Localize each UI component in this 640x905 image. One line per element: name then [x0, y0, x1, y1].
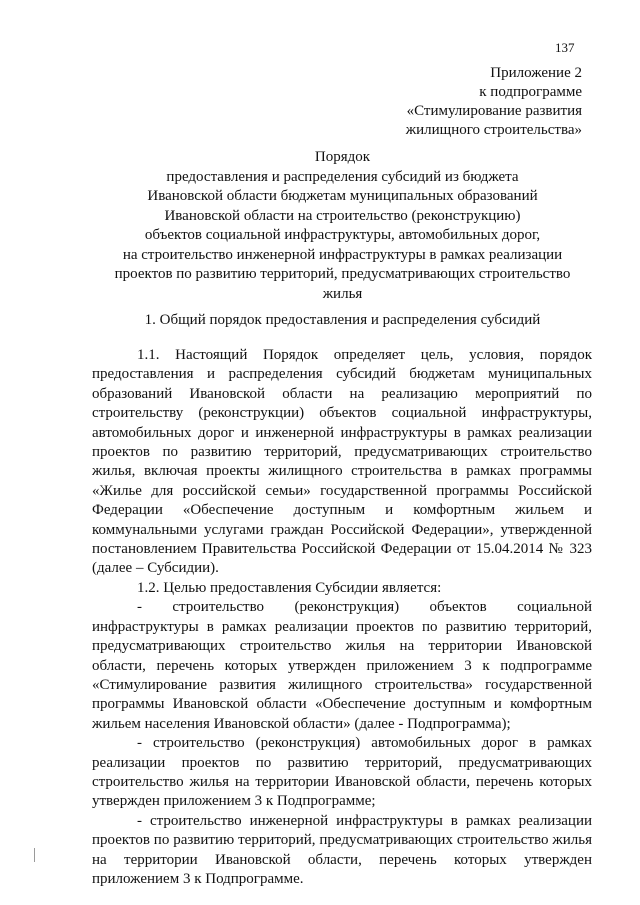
- title-line: Ивановской области бюджетам муниципальных образований: [147, 188, 538, 204]
- paragraph-1-1: 1.1. Настоящий Порядок определяет цель, условия, порядок предоставления и распределения субсидий бюджетам муниципальных образований Ивановской области на реализацию мероприятий по строительству (реконструкции) объектов социальной инфраструктуры, автомобильных дорог и инженерной инфраструктуры в рамках реализации проектов по развитию территорий, предусматривающих строительство жилья, включая проекты жилищного строительства в рамках программы «Жилье для российской семьи» государственной программы Российской Федерации «Обеспечение доступным и комфортным жильем и коммунальными услугами граждан Российской Федерации», утвержденной постановлением Правительства Российской Федерации от 15.04.2014 № 323 (далее – Субсидии).: [92, 347, 592, 577]
- appendix-line: Приложение 2: [490, 65, 582, 81]
- page-number: 137: [555, 40, 575, 55]
- title-line: Порядок: [314, 149, 371, 165]
- appendix-line: «Стимулирование развития: [406, 103, 582, 119]
- list-item-social-infrastructure: - строительство (реконструкция) объектов социальной инфраструктуры в рамках реализации проектов по развитию территорий, предусматривающих строительство жилья на территории Ивановской области, перечень которых утвержден приложением 3 к подпрограмме «Стимулирование развития жилищного строительства» государственной программы Ивановской области «Обеспечение доступным и комфортным жильем населения Ивановской области» (далее - Подпрограмма);: [92, 599, 592, 732]
- section-heading: 1. Общий порядок предоставления и распределения субсидий: [144, 312, 541, 328]
- title-line: предоставления и распределения субсидий из бюджета: [166, 168, 519, 185]
- appendix-line: жилищного строительства»: [405, 122, 582, 138]
- document-body: [92, 346, 592, 889]
- paragraph-1-2: 1.2. Целью предоставления Субсидии является:: [137, 579, 442, 596]
- title-line: на строительство инженерной инфраструктуры в рамках реализации: [122, 246, 563, 263]
- title-line: проектов по развитию территорий, предусматривающих строительство: [114, 266, 571, 282]
- title-line: Ивановской области на строительство (реконструкцию): [164, 207, 521, 224]
- title-line: объектов социальной инфраструктуры, автомобильных дорог,: [144, 227, 541, 243]
- margin-mark: [34, 848, 35, 862]
- list-item-roads: - строительство (реконструкция) автомобильных дорог в рамках реализации проектов по развитию территорий, предусматривающих строительство жилья на территории Ивановской области, перечень которых утвержден приложением 3 к Подпрограмме;: [92, 735, 592, 810]
- appendix-reference: [406, 64, 582, 140]
- list-item-engineering-infrastructure: - строительство инженерной инфраструктуры в рамках реализации проектов по развитию территорий, предусматривающих строительство жилья на территории Ивановской области, перечень которых утвержден приложением 3 к Подпрограмме.: [92, 812, 592, 887]
- document-title: [90, 148, 595, 304]
- title-line: жилья: [322, 285, 363, 302]
- appendix-line: к подпрограмме: [479, 84, 582, 100]
